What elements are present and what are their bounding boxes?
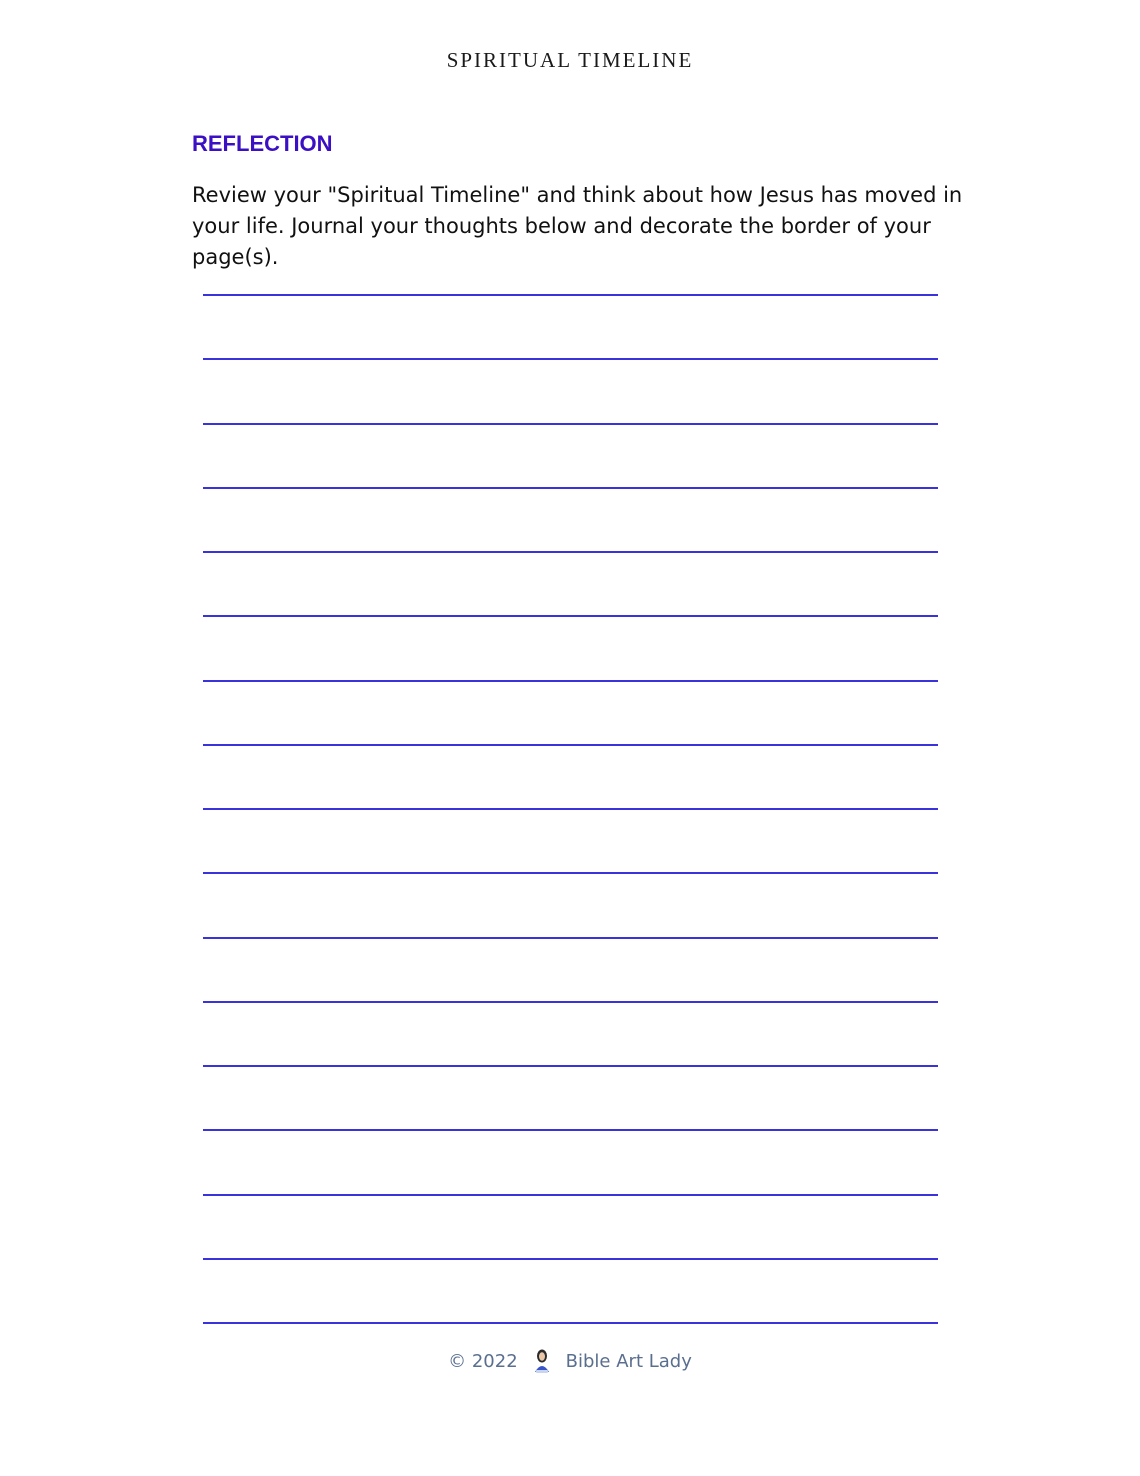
- writing-line: [203, 1258, 938, 1260]
- bible-art-lady-logo-icon: [532, 1348, 552, 1374]
- writing-line: [203, 1065, 938, 1067]
- section-heading: REFLECTION: [192, 131, 333, 156]
- writing-line: [203, 1322, 938, 1324]
- writing-line: [203, 808, 938, 810]
- writing-lines-area[interactable]: [203, 0, 938, 1476]
- brand-name: Bible Art Lady: [565, 1350, 692, 1372]
- writing-line: [203, 937, 938, 939]
- copyright-text: © 2022: [448, 1350, 518, 1372]
- writing-line: [203, 1001, 938, 1003]
- writing-line: [203, 294, 938, 296]
- page-header-title: SPIRITUAL TIMELINE: [446, 48, 694, 72]
- page-footer: [0, 1348, 1140, 1374]
- writing-line: [203, 551, 938, 553]
- writing-line: [203, 1194, 938, 1196]
- writing-line: [203, 615, 938, 617]
- writing-line: [203, 487, 938, 489]
- writing-line: [203, 358, 938, 360]
- writing-line: [203, 680, 938, 682]
- writing-line: [203, 423, 938, 425]
- writing-line: [203, 744, 938, 746]
- instructions-text: Review your "Spiritual Timeline" and think about how Jesus has moved in your life. Journal your thoughts below and decorate the border of your page(s).: [192, 183, 963, 269]
- writing-line: [203, 1129, 938, 1131]
- writing-line: [203, 872, 938, 874]
